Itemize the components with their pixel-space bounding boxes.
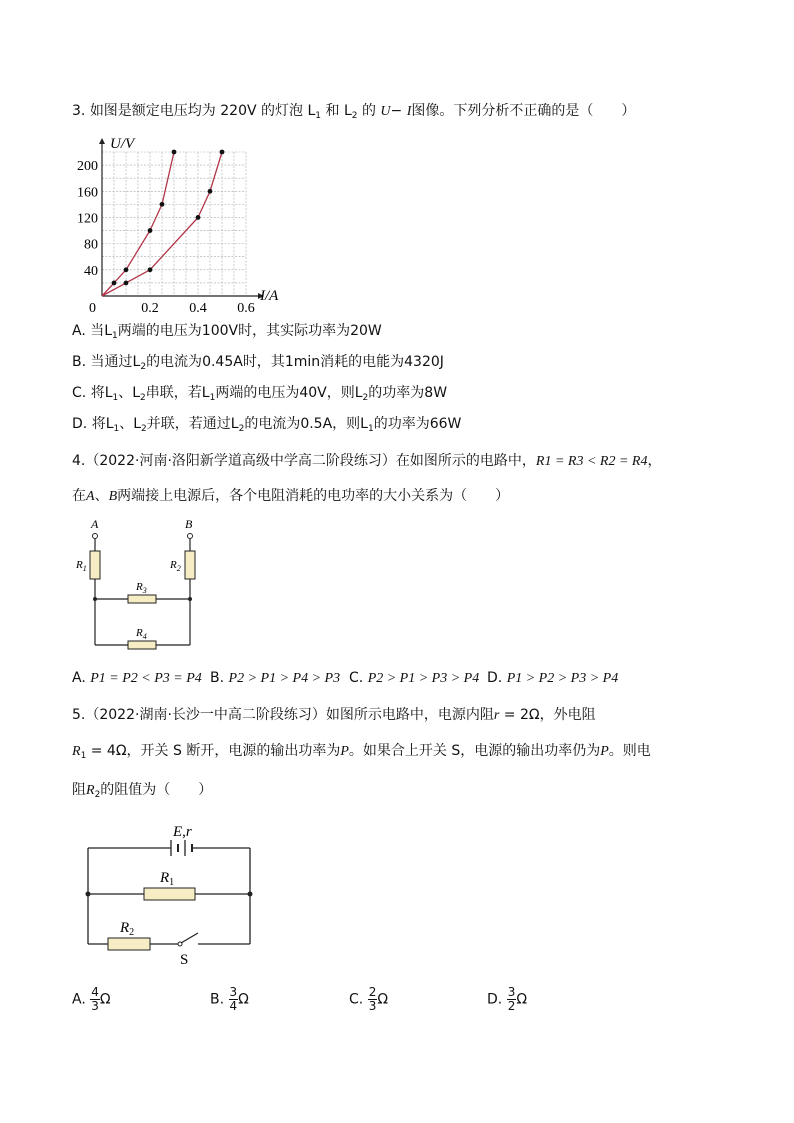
q3-number: 3.: [72, 103, 86, 119]
fraction: $\frac{3}{4}$: [229, 985, 238, 1013]
y-tick-label: 160: [77, 185, 98, 201]
data-point: [196, 215, 201, 220]
x-tick-label: 0.6: [237, 301, 255, 316]
y-axis-label: U/V: [110, 136, 135, 152]
q5-number: 5.: [72, 707, 86, 723]
data-point: [112, 281, 117, 286]
label-switch: S: [180, 952, 189, 968]
label-emf: E,r: [173, 824, 192, 840]
y-axis-arrow: [99, 138, 105, 144]
label-r2: $R_2$: [120, 920, 135, 938]
switch-contact: [178, 942, 182, 946]
fraction: $\frac{4}{3}$: [91, 985, 99, 1013]
junction-dot: [248, 892, 253, 897]
resistor-r2: [185, 551, 195, 579]
label-r4: $R_4$: [136, 627, 147, 641]
q4-condition: R1 = R3 < R2 = R4: [535, 454, 648, 469]
battery-symbol: [171, 840, 192, 856]
data-point: [124, 281, 129, 286]
x-tick-label: 0.2: [141, 301, 159, 316]
q3-option-d[interactable]: D. 将$L_1$、$L_2$并联，若通过$L_2$的电流为0.5A，则$L_1$的功率为66W: [72, 416, 462, 434]
resistor-r1: [144, 888, 195, 900]
chart-series: [102, 150, 224, 296]
chart-axes: [99, 138, 264, 299]
q5-option-b[interactable]: B. $\frac{3}{4}$ Ω: [210, 985, 249, 1013]
resistor-r1: [90, 551, 100, 579]
q4-number: 4.: [72, 453, 86, 469]
q5-option-c[interactable]: C. $\frac{2}{3}$ Ω: [349, 985, 389, 1013]
q3-stem: 3. 如图是额定电压均为 220V 的灯泡 $L_1$ 和 $L_2$ 的 U− I图像。下列分析不正确的是（ ）: [72, 103, 636, 121]
label-r2: $R_2$: [170, 559, 181, 573]
fraction: $\frac{2}{3}$: [368, 985, 377, 1013]
q3-ui-chart: [66, 124, 296, 320]
data-point: [160, 202, 165, 207]
data-point: [124, 267, 129, 272]
y-tick-label: 200: [77, 159, 98, 175]
y-tick-label: 120: [77, 211, 98, 227]
data-point: [220, 150, 225, 155]
y-tick-label: 40: [84, 263, 98, 279]
q4-option-d[interactable]: D. P1 > P2 > P3 > P4: [487, 670, 619, 686]
q4-stem-line2: 在A、B两端接上电源后，各个电阻消耗的电功率的大小关系为（ ）: [72, 488, 510, 504]
q4-option-a[interactable]: A. P1 = P2 < P3 = P4: [72, 670, 202, 686]
q5-stem-line3: 阻$R_2$的阻值为（ ）: [72, 782, 213, 800]
q4-option-c[interactable]: C. P2 > P1 > P3 > P4: [349, 670, 480, 686]
origin-label: 0: [89, 301, 96, 316]
y-tick-label: 80: [84, 237, 98, 253]
switch-blade: [181, 933, 198, 943]
terminal-a: [93, 534, 98, 539]
q3-option-b[interactable]: B. 当通过$L_2$的电流为0.45A时，其1min消耗的电能为4320J: [72, 354, 444, 372]
fraction: $\frac{3}{2}$: [507, 985, 516, 1013]
label-r1: $R_1$: [76, 559, 87, 573]
terminal-b: [188, 534, 193, 539]
resistor-r4: [128, 641, 156, 649]
q5-stem-line2: $R_1 = 4\Omega$，开关 S 断开，电源的输出功率为P。如果合上开关 S，电源的输出功率仍为P。则电: [72, 743, 651, 761]
q5-option-d[interactable]: D. $\frac{3}{2}$ Ω: [487, 985, 528, 1013]
q3-option-a[interactable]: A. 当$L_1$两端的电压为100V时，其实际功率为20W: [72, 323, 382, 341]
resistor-r2: [108, 938, 150, 950]
q4-stem-line1: 4.（2022·河南·洛阳新学道高级中学高二阶段练习）在如图所示的电路中，R1 = R3 < R2 = R4，: [72, 453, 662, 469]
junction-dot: [188, 597, 192, 601]
data-point: [172, 150, 177, 155]
junction-dot: [86, 892, 91, 897]
q4-circuit-diagram: [70, 515, 210, 655]
q4-option-b[interactable]: B. P2 > P1 > P4 > P3: [210, 670, 341, 686]
label-b: B: [185, 517, 193, 531]
q5-option-a[interactable]: A. $\frac{4}{3}$ Ω: [72, 985, 111, 1013]
label-r3: $R_3$: [136, 581, 147, 595]
data-point: [148, 267, 153, 272]
chart-grid: [102, 152, 246, 296]
resistor-r3: [128, 595, 156, 603]
data-point: [148, 228, 153, 233]
q5-circuit-diagram: [80, 820, 260, 970]
q5-stem-line1: 5.（2022·湖南·长沙一中高二阶段练习）如图所示电路中，电源内阻r = 2Ω，外电阻: [72, 707, 596, 723]
chart-labels: [77, 136, 279, 316]
label-r1: $R_1$: [160, 870, 175, 888]
junction-dot: [93, 597, 97, 601]
x-axis-label: I/A: [260, 288, 279, 304]
q3-option-c[interactable]: C. 将$L_1$、$L_2$串联，若$L_1$两端的电压为40V，则$L_2$的功率为8W: [72, 385, 448, 403]
x-tick-label: 0.4: [189, 301, 207, 316]
label-a: A: [91, 517, 99, 531]
data-point: [208, 189, 213, 194]
